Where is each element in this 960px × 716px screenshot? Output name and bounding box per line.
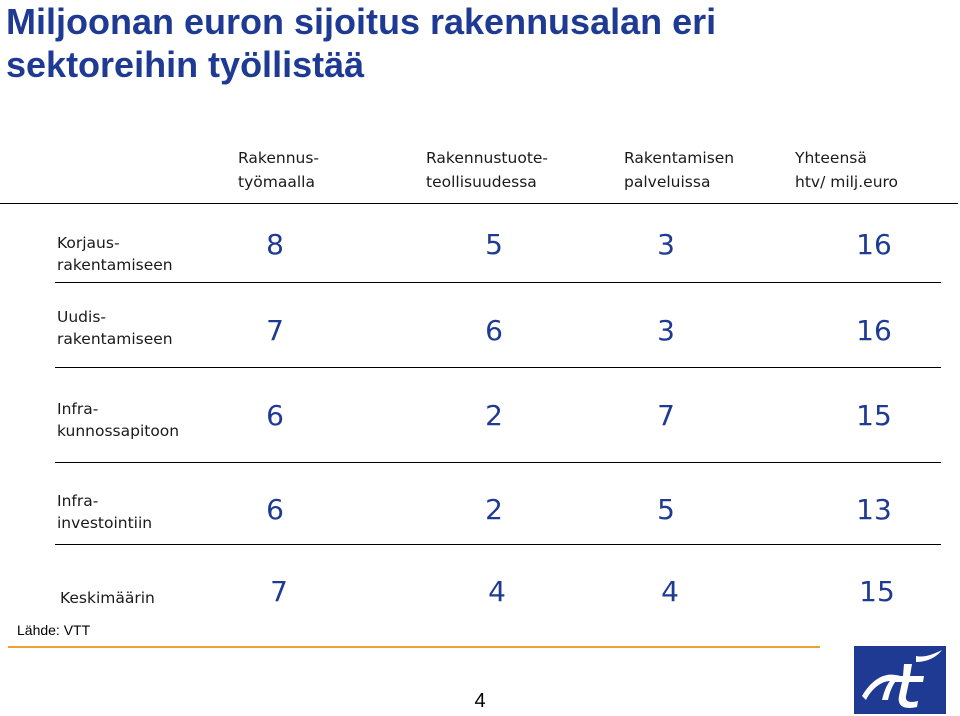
table-row-label: Korjaus- rakentamiseen xyxy=(57,234,173,274)
table-cell-value: 3 xyxy=(657,314,675,347)
table-cell-value: 6 xyxy=(485,314,503,347)
row-divider xyxy=(55,367,941,368)
page-title xyxy=(6,0,946,86)
table-row-label: Uudis- rakentamiseen xyxy=(57,308,173,348)
average-value: 7 xyxy=(270,575,288,608)
table-cell-value: 7 xyxy=(657,399,675,432)
page-title-line-2: sektoreihin työllistää xyxy=(6,44,365,85)
table-cell-value: 6 xyxy=(266,399,284,432)
page-number: 4 xyxy=(474,690,486,712)
column-header-total: Yhteensä htv/ milj.euro xyxy=(795,149,899,191)
average-value: 15 xyxy=(859,575,895,608)
row-divider xyxy=(55,282,941,283)
table-cell-value: 7 xyxy=(266,314,284,347)
table-cell-value: 15 xyxy=(856,399,892,432)
row-divider xyxy=(55,544,941,545)
organization-logo-icon xyxy=(854,646,946,714)
table-cell-value: 16 xyxy=(856,314,892,347)
table-cell-value: 2 xyxy=(485,399,503,432)
column-header-product-industry: Rakennustuote- teollisuudessa xyxy=(426,149,549,191)
table-row-label: Infra- investointiin xyxy=(57,492,153,532)
table-cell-value: 2 xyxy=(485,493,503,526)
page-title-line-1: Miljoonan euron sijoitus rakennusalan eri xyxy=(6,1,717,42)
table-cell-value: 3 xyxy=(657,228,675,261)
column-header-worksite: Rakennus- työmaalla xyxy=(238,149,320,191)
footer-accent-line xyxy=(8,646,820,648)
average-value: 4 xyxy=(661,575,679,608)
average-value: 4 xyxy=(488,575,506,608)
table-cell-value: 16 xyxy=(856,228,892,261)
table-cell-value: 6 xyxy=(266,493,284,526)
column-header-services: Rakentamisen palveluissa xyxy=(624,149,735,191)
table-cell-value: 13 xyxy=(856,493,892,526)
table-cell-value: 8 xyxy=(266,228,284,261)
table-cell-value: 5 xyxy=(485,228,503,261)
table-cell-value: 5 xyxy=(657,493,675,526)
row-divider xyxy=(55,462,941,463)
average-row-label: Keskimäärin xyxy=(60,589,155,607)
header-divider xyxy=(0,203,958,204)
source-note: Lähde: VTT xyxy=(17,622,91,638)
table-row-label: Infra- kunnossapitoon xyxy=(57,400,180,440)
